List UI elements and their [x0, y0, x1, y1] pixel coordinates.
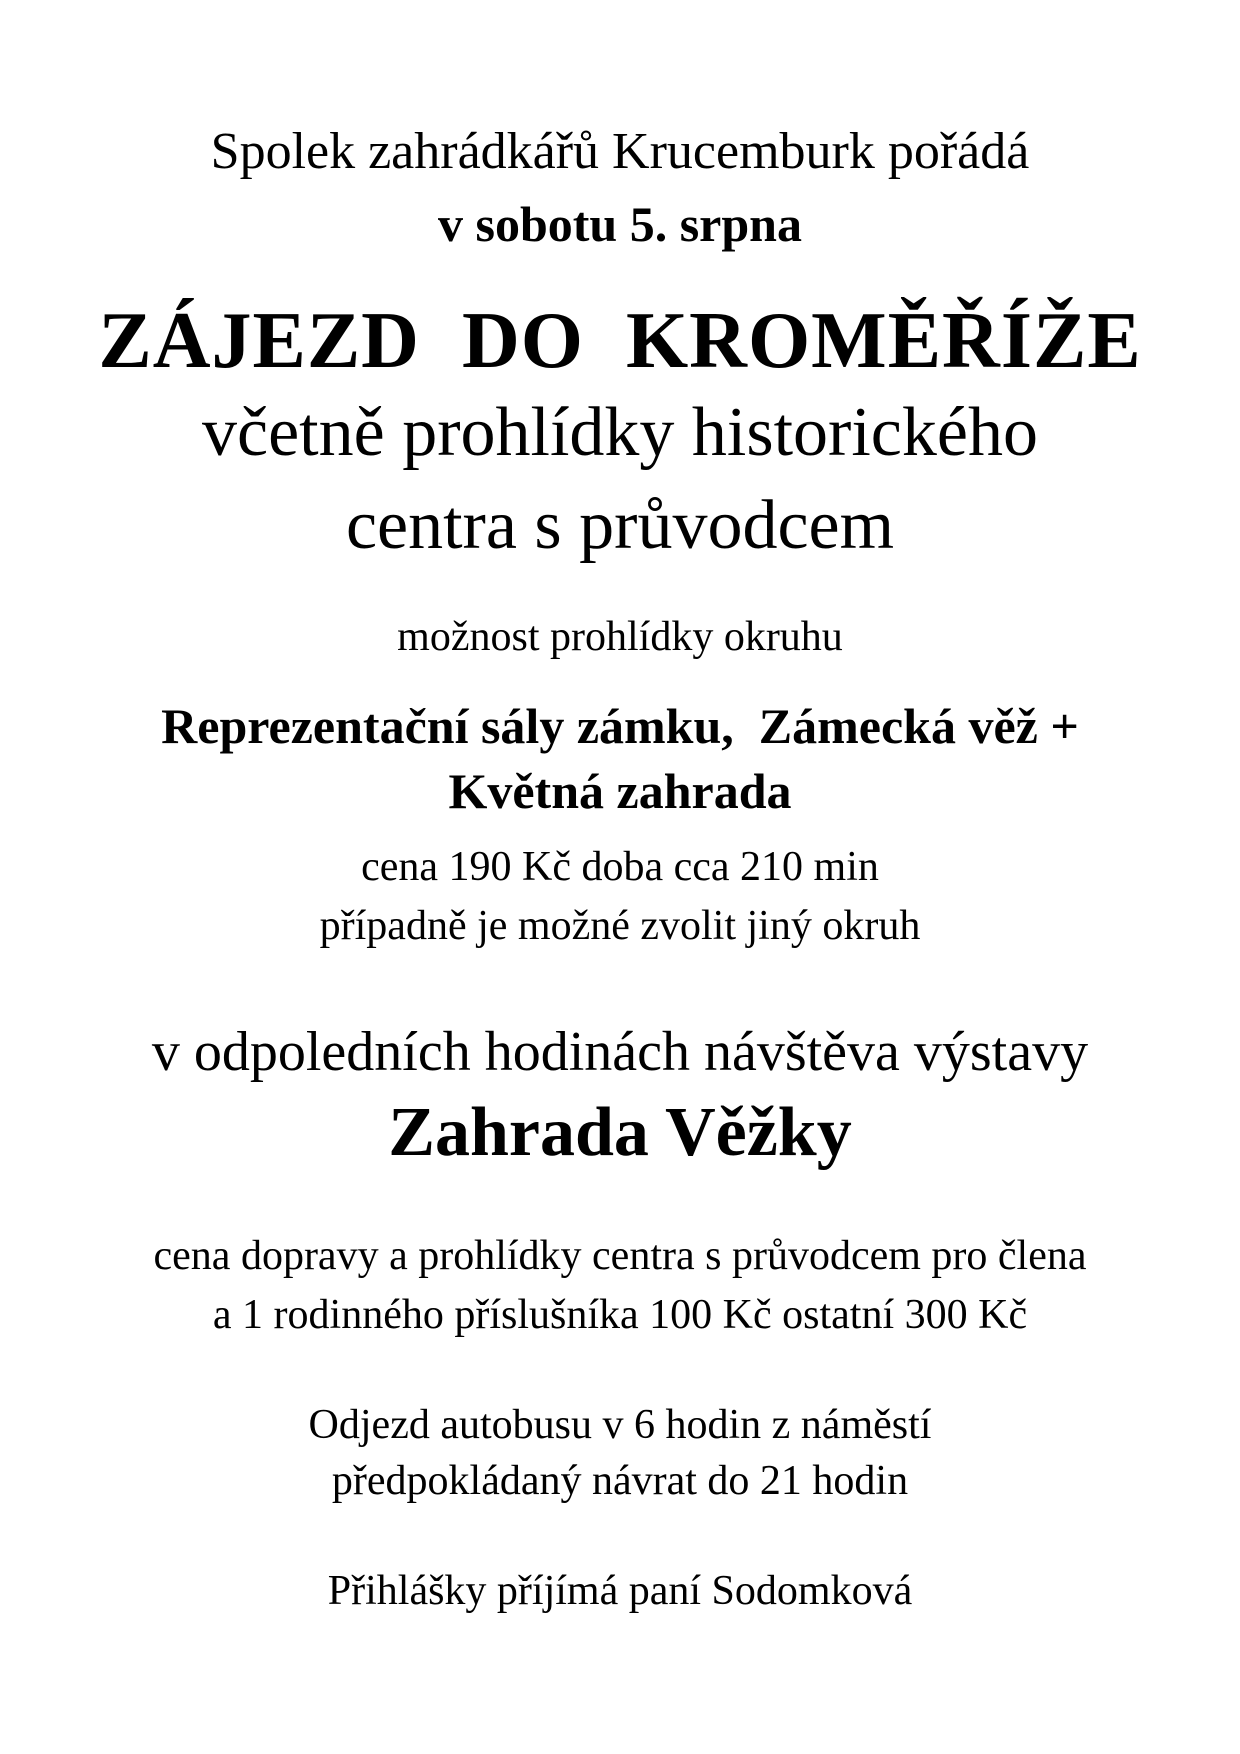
organizer-line: Spolek zahrádkářů Krucemburk pořádá	[210, 123, 1030, 180]
tour-name-line-2: Květná zahrada	[448, 763, 792, 819]
tour-price: cena 190 Kč doba cca 210 min	[361, 844, 879, 890]
option-intro: možnost prohlídky okruhu	[397, 614, 843, 660]
tour-alternative: případně je možné zvolit jiný okruh	[319, 903, 921, 949]
afternoon-program: v odpoledních hodinách návštěva výstavy	[151, 1021, 1089, 1083]
departure-info: Odjezd autobusu v 6 hodin z náměstí	[308, 1402, 932, 1448]
tour-name-line-1: Reprezentační sály zámku, Zámecká věž +	[161, 698, 1079, 754]
signup-info: Přihlášky příjímá paní Sodomková	[327, 1568, 913, 1614]
subtitle-line-2: centra s průvodcem	[345, 487, 895, 564]
return-info: předpokládaný návrat do 21 hodin	[331, 1458, 909, 1504]
cost-line-2: a 1 rodinného příslušníka 100 Kč ostatní 300 Kč	[212, 1292, 1028, 1338]
exhibition-name: Zahrada Věžky	[388, 1094, 852, 1171]
subtitle-line-1: včetně prohlídky historického	[202, 394, 1038, 471]
event-title: ZÁJEZD DO KROMĚŘÍŽE	[98, 297, 1142, 385]
event-date: v sobotu 5. srpna	[438, 196, 802, 252]
cost-line-1: cena dopravy a prohlídky centra s průvodcem pro člena	[153, 1233, 1087, 1279]
